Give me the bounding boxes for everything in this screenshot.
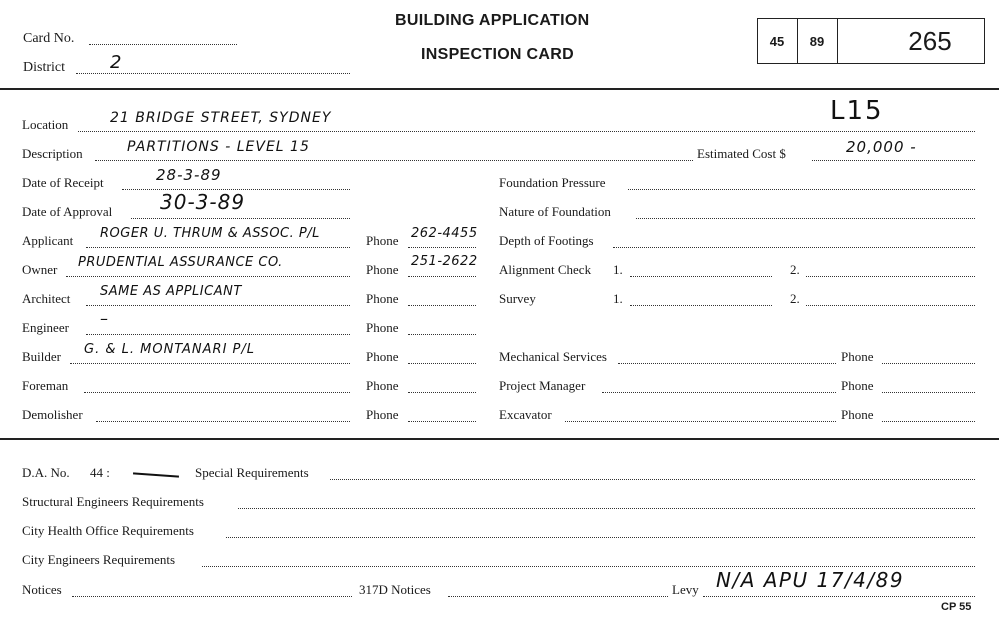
- demolisher-field: [96, 421, 350, 422]
- city-eng-field: [202, 566, 975, 567]
- builder-phone-field: [408, 363, 476, 364]
- architect-phone-label: Phone: [366, 291, 399, 306]
- project-manager-phone-label: Phone: [841, 378, 874, 393]
- owner-phone-label: Phone: [366, 262, 399, 277]
- description-label: Description: [22, 146, 83, 161]
- notices-field: [72, 596, 352, 597]
- architect-label: Architect: [22, 291, 71, 306]
- levy-field: [703, 596, 975, 597]
- ref-box-3: 265: [908, 26, 952, 56]
- foundation-pressure-field: [628, 189, 975, 190]
- excavator-field: [565, 421, 836, 422]
- district-label: District: [23, 60, 65, 75]
- owner-field: [66, 276, 350, 277]
- location-field: [78, 131, 975, 132]
- notices-317d-field: [448, 596, 668, 597]
- applicant-phone-value: 262-4455: [411, 226, 478, 241]
- nature-foundation-field: [636, 218, 975, 219]
- card-no-label: Card No.: [23, 31, 75, 46]
- special-req-field: [330, 479, 975, 480]
- owner-phone-field: [408, 276, 476, 277]
- da-no-dash: [133, 472, 179, 477]
- depth-footings-field: [613, 247, 975, 248]
- mechanical-field: [618, 363, 836, 364]
- builder-label: Builder: [22, 349, 61, 364]
- mechanical-label: Mechanical Services: [499, 349, 607, 364]
- levy-value: N/A APU 17/4/89: [716, 568, 905, 592]
- depth-footings-label: Depth of Footings: [499, 233, 594, 248]
- health-field: [226, 537, 975, 538]
- demolisher-phone-label: Phone: [366, 407, 399, 422]
- date-approval-field: [131, 218, 350, 219]
- city-eng-label: City Engineers Requirements: [22, 552, 176, 567]
- mechanical-phone-field: [882, 363, 975, 364]
- owner-phone-value: 251-2622: [411, 254, 478, 269]
- nature-foundation-label: Nature of Foundation: [499, 204, 611, 219]
- health-label: City Health Office Requirements: [22, 523, 194, 538]
- builder-value: G. & L. MONTANARI P/L: [84, 342, 256, 357]
- owner-value: PRUDENTIAL ASSURANCE CO.: [78, 255, 283, 270]
- builder-phone-label: Phone: [366, 349, 399, 364]
- card-no-field: [89, 44, 237, 45]
- ref-box-2: 89: [809, 34, 825, 49]
- owner-label: Owner: [22, 262, 58, 277]
- estimated-cost-value: 20,000 -: [846, 138, 917, 156]
- notices-label: Notices: [22, 582, 62, 597]
- foreman-phone-field: [408, 392, 476, 393]
- applicant-phone-label: Phone: [366, 233, 399, 248]
- excavator-phone-label: Phone: [841, 407, 874, 422]
- alignment-check-field-2: [806, 276, 975, 277]
- demolisher-phone-field: [408, 421, 476, 422]
- excavator-label: Excavator: [499, 407, 552, 422]
- survey-field-2: [806, 305, 975, 306]
- description-field: [95, 160, 693, 161]
- project-manager-phone-field: [882, 392, 975, 393]
- header-rule: [0, 88, 999, 90]
- alignment-check-num-2: 2.: [790, 262, 800, 277]
- alignment-check-label: Alignment Check: [499, 262, 592, 277]
- demolisher-label: Demolisher: [22, 407, 83, 422]
- engineer-phone-field: [408, 334, 476, 335]
- survey-field-1: [630, 305, 772, 306]
- architect-value: SAME AS APPLICANT: [100, 284, 242, 299]
- engineer-value: –: [100, 309, 109, 328]
- date-approval-label: Date of Approval: [22, 204, 113, 219]
- special-req-label: Special Requirements: [195, 465, 309, 480]
- date-receipt-label: Date of Receipt: [22, 175, 104, 190]
- engineer-label: Engineer: [22, 320, 69, 335]
- location-value: 21 BRIDGE STREET, SYDNEY: [110, 110, 332, 126]
- notices-317d-label: 317D Notices: [359, 582, 431, 597]
- applicant-field: [86, 247, 350, 248]
- structural-label: Structural Engineers Requirements: [22, 494, 204, 509]
- survey-label: Survey: [499, 291, 536, 306]
- date-approval-value: 30-3-89: [160, 190, 246, 214]
- foreman-label: Foreman: [22, 378, 69, 393]
- da-no-value: 44 :: [90, 465, 110, 480]
- excavator-phone-field: [882, 421, 975, 422]
- applicant-label: Applicant: [22, 233, 74, 248]
- survey-num-2: 2.: [790, 291, 800, 306]
- title-line-1: BUILDING APPLICATION: [395, 12, 590, 29]
- ref-divider-2: [837, 18, 838, 64]
- foundation-pressure-label: Foundation Pressure: [499, 175, 606, 190]
- project-manager-field: [602, 392, 836, 393]
- district-field: [76, 73, 350, 74]
- mechanical-phone-label: Phone: [841, 349, 874, 364]
- engineer-phone-label: Phone: [366, 320, 399, 335]
- architect-phone-field: [408, 305, 476, 306]
- location-note: L15: [830, 96, 884, 126]
- survey-num-1: 1.: [613, 291, 623, 306]
- title-line-2: INSPECTION CARD: [421, 46, 574, 63]
- date-receipt-value: 28-3-89: [156, 166, 222, 184]
- builder-field: [70, 363, 350, 364]
- applicant-value: ROGER U. THRUM & ASSOC. P/L: [100, 226, 320, 241]
- alignment-check-num-1: 1.: [613, 262, 623, 277]
- foreman-phone-label: Phone: [366, 378, 399, 393]
- applicant-phone-field: [408, 247, 476, 248]
- foreman-field: [84, 392, 350, 393]
- estimated-cost-label: Estimated Cost $: [697, 146, 786, 161]
- location-label: Location: [22, 117, 69, 132]
- architect-field: [86, 305, 350, 306]
- description-value: PARTITIONS - LEVEL 15: [127, 139, 310, 155]
- da-no-label: D.A. No.: [22, 465, 70, 480]
- estimated-cost-field: [812, 160, 975, 161]
- alignment-check-field-1: [630, 276, 772, 277]
- engineer-field: [86, 334, 350, 335]
- project-manager-label: Project Manager: [499, 378, 586, 393]
- structural-field: [238, 508, 975, 509]
- form-code: CP 55: [941, 601, 972, 613]
- footer-rule: [0, 438, 999, 440]
- levy-label: Levy: [672, 582, 699, 597]
- ref-box-1: 45: [769, 34, 785, 49]
- district-value: 2: [110, 52, 123, 73]
